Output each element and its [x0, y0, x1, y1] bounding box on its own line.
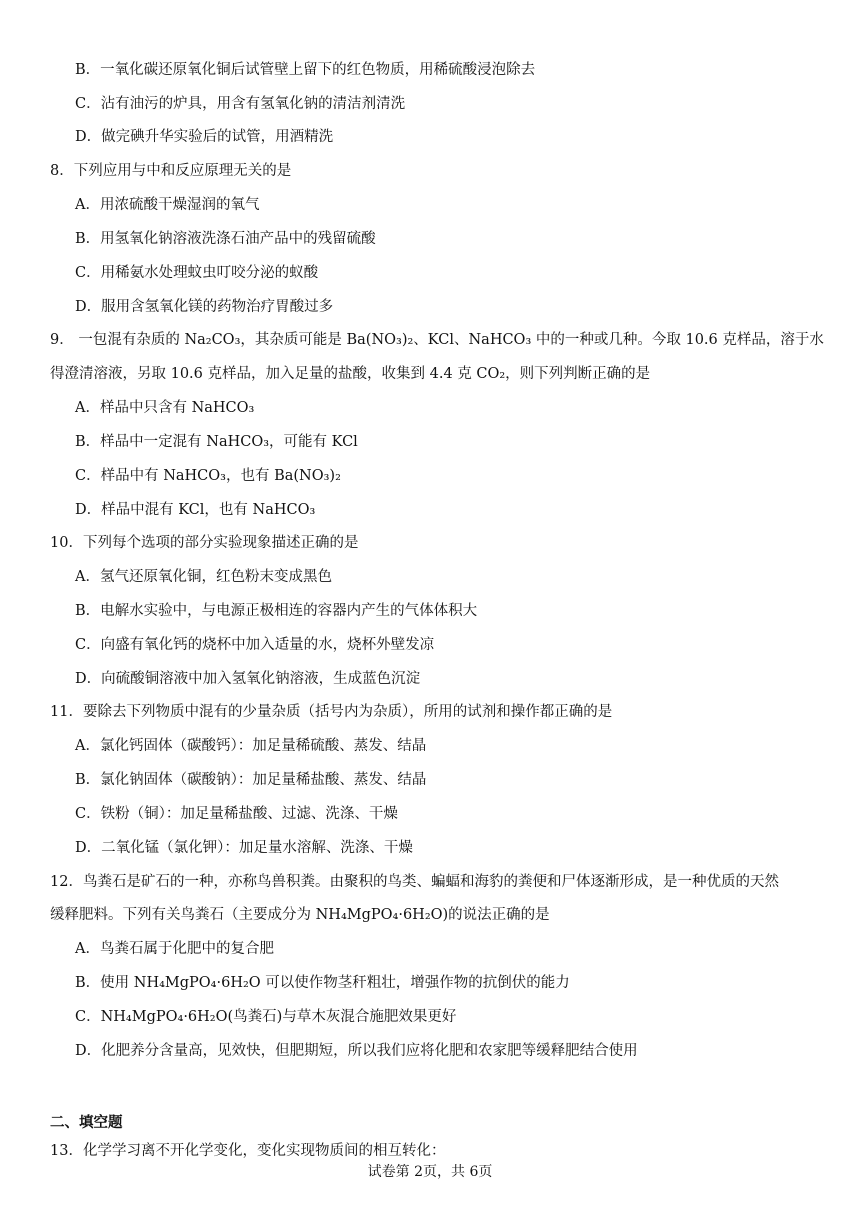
section-title-fill-in: 二、填空题 — [50, 1114, 123, 1131]
q9-option-d: D．样品中混有 KCl，也有 NaHCO₃ — [75, 502, 316, 518]
q12-option-d: D．化肥养分含量高，见效快，但肥期短，所以我们应将化肥和农家肥等缓释肥结合使用 — [75, 1043, 638, 1059]
q7-option-c: C．沾有油污的炉具，用含有氢氧化钠的清洁剂清洗 — [75, 96, 406, 112]
q10-option-a: A．氢气还原氧化铜，红色粉末变成黑色 — [75, 569, 332, 585]
q9-option-c: C．样品中有 NaHCO₃，也有 Ba(NO₃)₂ — [75, 468, 341, 484]
q12-option-a: A．鸟粪石属于化肥中的复合肥 — [75, 941, 274, 957]
q11-option-c: C．铁粉（铜）：加足量稀盐酸、过滤、洗涤、干燥 — [75, 806, 398, 822]
q10-option-b: B．电解水实验中，与电源正极相连的容器内产生的气体体积大 — [75, 603, 478, 619]
q10-option-c: C．向盛有氧化钙的烧杯中加入适量的水，烧杯外壁发凉 — [75, 637, 435, 653]
q11-option-d: D．二氧化锰（氯化钾）：加足量水溶解、洗涤、干燥 — [75, 840, 413, 856]
q12-stem-line1: 12．鸟粪石是矿石的一种，亦称鸟兽积粪。由聚积的鸟类、蝙蝠和海豹的粪便和尸体逐渐形成，是一种优质的天然 — [50, 874, 779, 890]
q10-stem: 10．下列每个选项的部分实验现象描述正确的是 — [50, 535, 359, 551]
q9-stem-line2: 得澄清溶液，另取 10.6 克样品，加入足量的盐酸，收集到 4.4 克 CO₂，则下列判断正确的是 — [50, 366, 651, 382]
q12-stem-line2: 缓释肥料。下列有关鸟粪石（主要成分为 NH₄MgPO₄·6H₂O)的说法正确的是 — [50, 907, 550, 923]
q9-stem-line1: 9． 一包混有杂质的 Na₂CO₃，其杂质可能是 Ba(NO₃)₂、KCl、NaHCO₃ 中的一种或几种。今取 10.6 克样品，溶于水 — [50, 332, 824, 348]
page-footer: 试卷第 2页，共 6页 — [367, 1164, 493, 1180]
q10-option-d: D．向硫酸铜溶液中加入氢氧化钠溶液，生成蓝色沉淀 — [75, 671, 421, 687]
q7-option-b: B．一氧化碳还原氧化铜后试管壁上留下的红色物质，用稀硫酸浸泡除去 — [75, 62, 536, 78]
q12-option-c: C．NH₄MgPO₄·6H₂O(鸟粪石)与草木灰混合施肥效果更好 — [75, 1009, 457, 1025]
q11-option-a: A．氯化钙固体（碳酸钙）：加足量稀硫酸、蒸发、结晶 — [75, 738, 427, 754]
q8-option-d: D．服用含氢氧化镁的药物治疗胃酸过多 — [75, 299, 334, 315]
q11-option-b: B．氯化钠固体（碳酸钠）：加足量稀盐酸、蒸发、结晶 — [75, 772, 427, 788]
q7-option-d: D．做完碘升华实验后的试管，用酒精洗 — [75, 129, 334, 145]
q8-stem: 8．下列应用与中和反应原理无关的是 — [50, 163, 292, 179]
q12-option-b: B．使用 NH₄MgPO₄·6H₂O 可以使作物茎秆粗壮，增强作物的抗倒伏的能力 — [75, 975, 570, 991]
q9-option-a: A．样品中只含有 NaHCO₃ — [75, 400, 255, 416]
q9-option-b: B．样品中一定混有 NaHCO₃，可能有 KCl — [75, 434, 358, 450]
q11-stem: 11．要除去下列物质中混有的少量杂质（括号内为杂质），所用的试剂和操作都正确的是 — [50, 704, 613, 720]
q8-option-a: A．用浓硫酸干燥湿润的氧气 — [75, 197, 260, 213]
q13-stem: 13．化学学习离不开化学变化，变化实现物质间的相互转化： — [50, 1143, 446, 1159]
q8-option-b: B．用氢氧化钠溶液洗涤石油产品中的残留硫酸 — [75, 231, 376, 247]
q8-option-c: C．用稀氨水处理蚊虫叮咬分泌的蚁酸 — [75, 265, 319, 281]
